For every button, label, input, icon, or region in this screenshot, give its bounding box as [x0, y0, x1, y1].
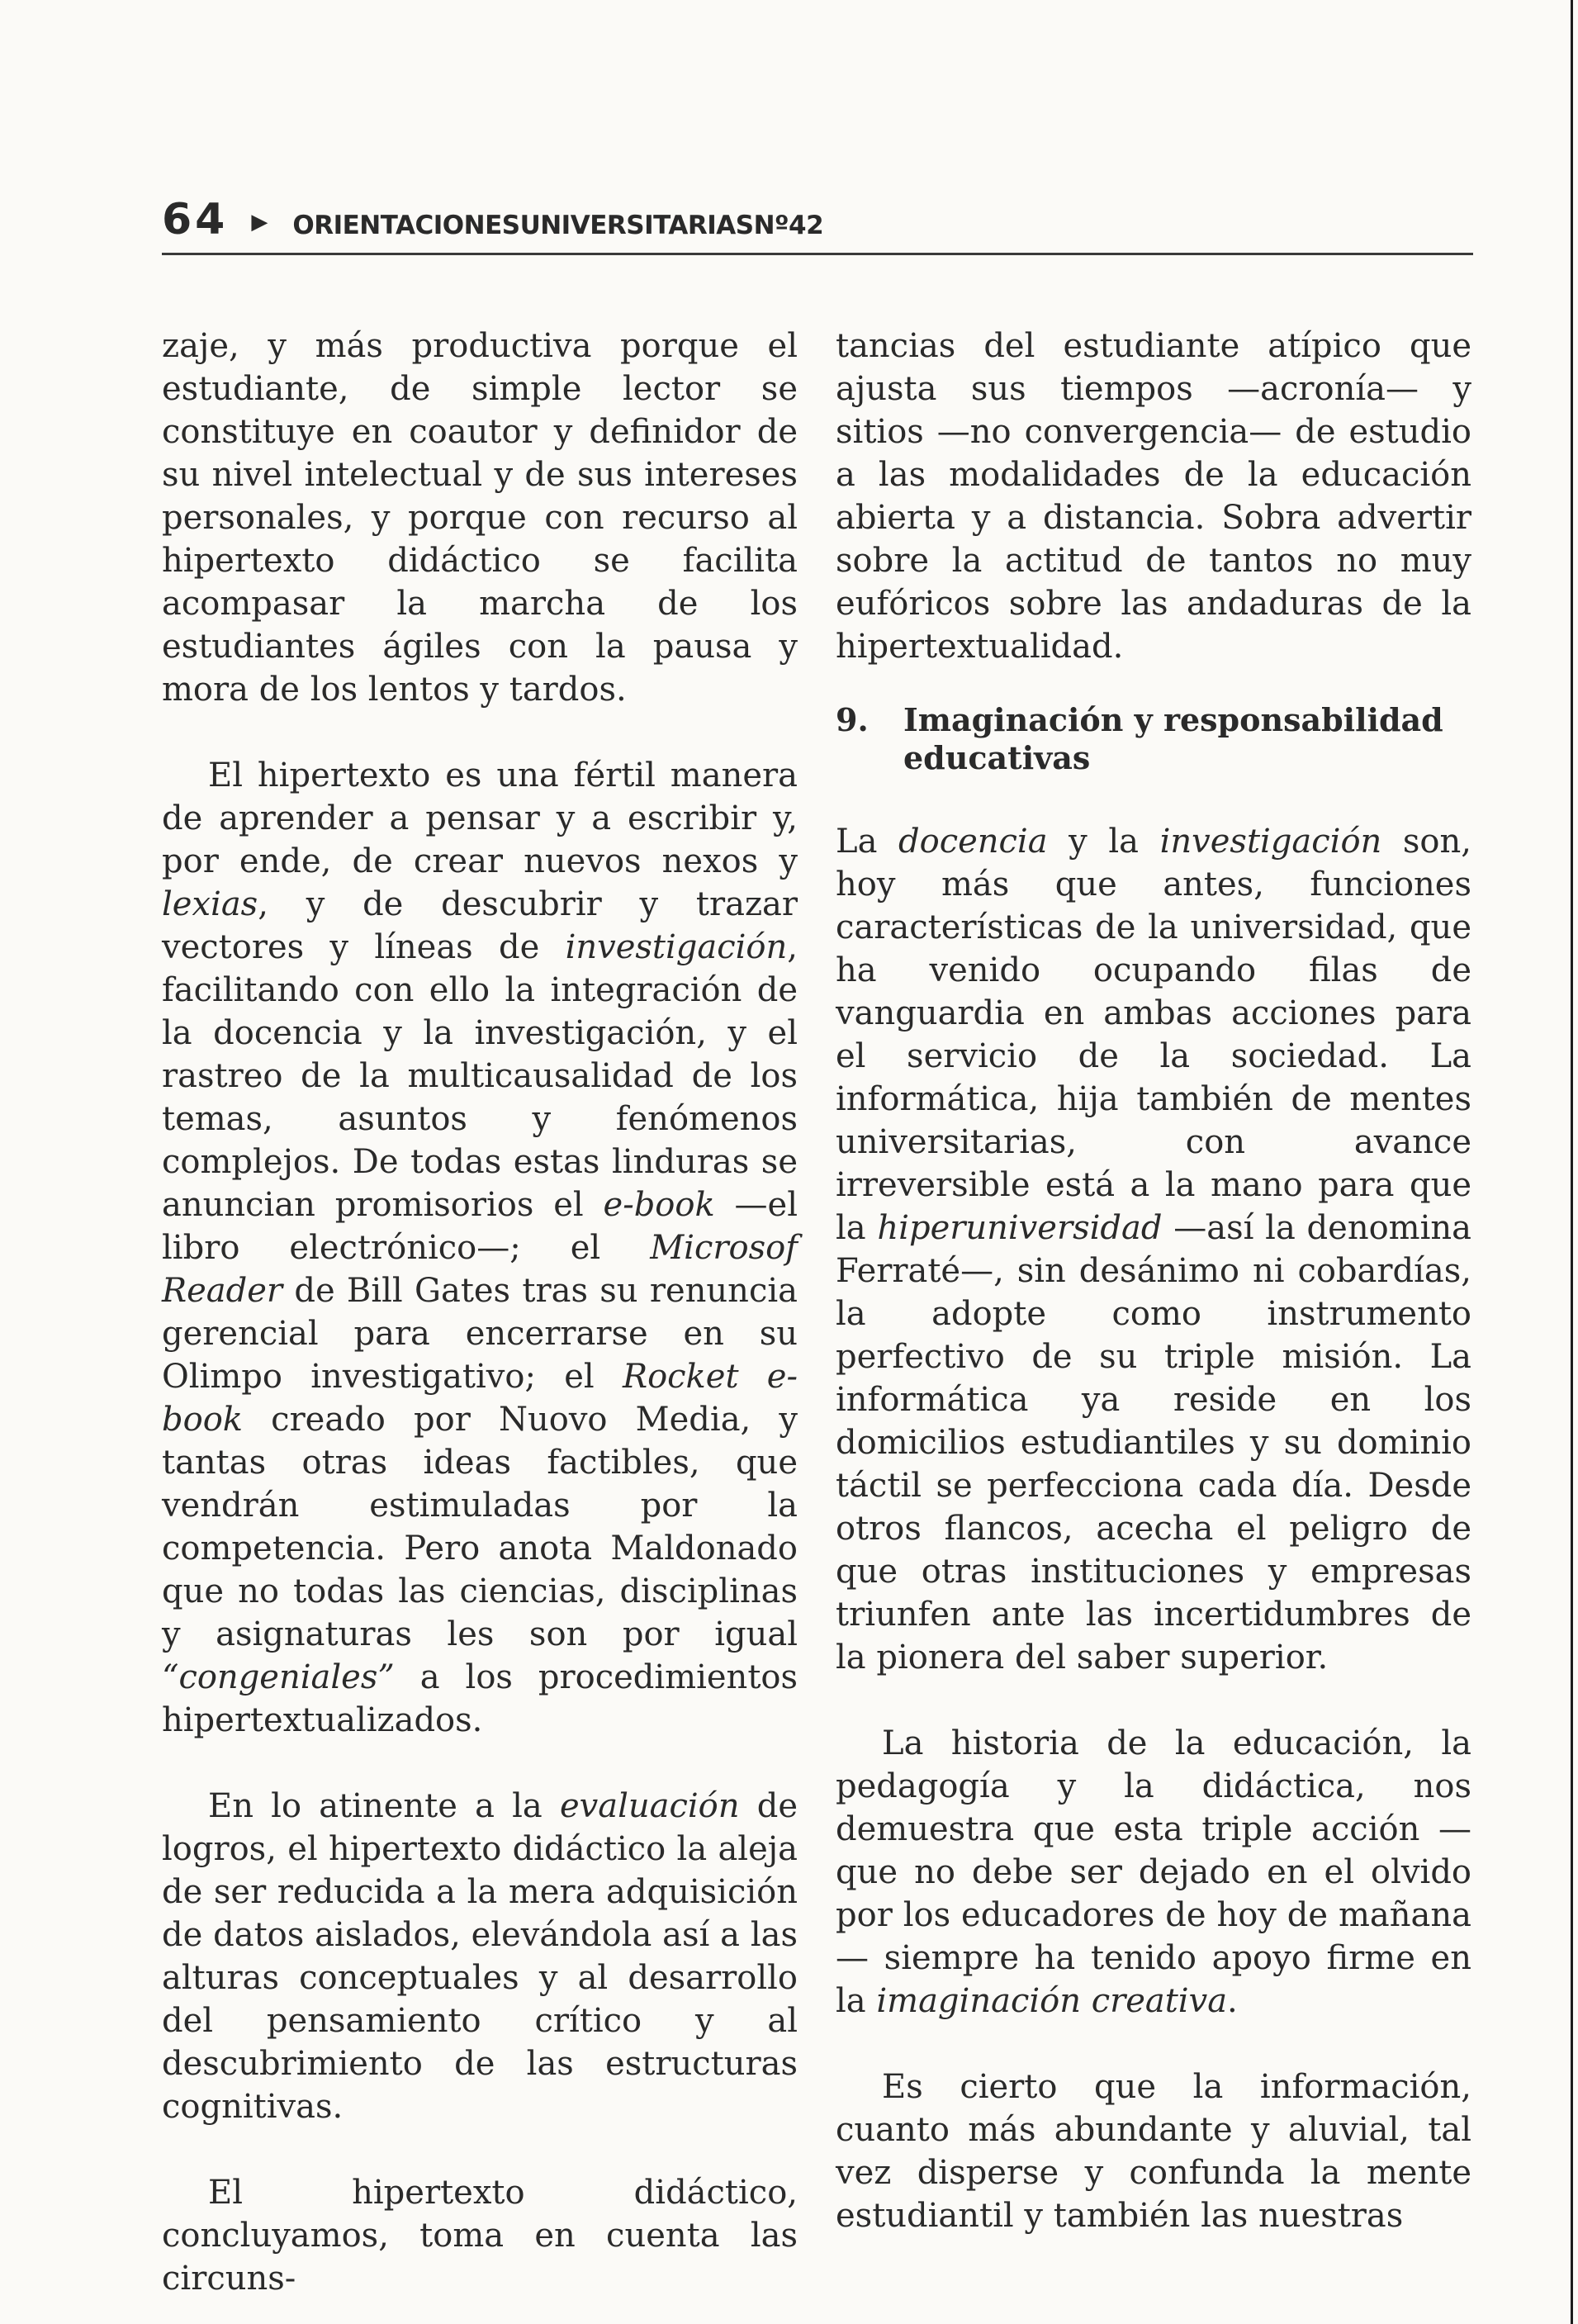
page-number: 64: [162, 195, 229, 244]
paragraph: En lo atinente a la evaluación de logros, el hipertexto didáctico la aleja de ser reducida a la mera adquisición de datos aislados, elevándola así a las alturas conceptuales y al desarrollo del pensamiento crítico y al descubrimiento de las estructuras cognitivas.: [162, 1787, 798, 2126]
paragraph: El hipertexto es una fértil manera de aprender a pensar y a escribir y, por ende, de crear nuevos nexos y lexias, y de descubrir y trazar vectores y líneas de investigación, facilitando con ello la integración de la docencia y la investigación, y el rastreo de la multicausalidad de los temas, asuntos y fenómenos complejos. De todas estas linduras se anuncian promisorios el e-book —el libro electrónico—; el Microsof Reader de Bill Gates tras su renuncia gerencial para encerrarse en su Olimpo investigativo; el Rocket e-book creado por Nuovo Media, y tantas otras ideas factibles, que vendrán estimuladas por la competencia. Pero anota Maldonado que no todas las ciencias, disciplinas y asignaturas les son por igual “congeniales” a los procedimientos hipertextualizados.: [162, 756, 798, 1739]
right-column: [836, 325, 1471, 2237]
play-arrow-icon: ▶: [251, 210, 268, 235]
paragraph: La docencia y la investigación son, hoy más que antes, funciones características de la universidad, que ha venido ocupando filas de vanguardia en ambas acciones para el servicio de la sociedad. La informática, hija también de mentes universitarias, con avance irreversible está a la mano para que la hiperuniversidad —así la denomina Ferraté—, sin desánimo ni cobardías, la adopte como instrumento perfectivo de su triple misión. La informática ya reside en los domicilios estudiantiles y su dominio táctil se perfecciona cada día. Desde otros flancos, acecha el peligro de que otras instituciones y empresas triunfen ante las incertidumbres de la pionera del saber superior.: [836, 823, 1471, 1677]
paragraph: zaje, y más productiva porque el estudiante, de simple lector se constituye en coautor y definidor de su nivel intelectual y de sus intereses personales, y porque con recurso al hipertexto didáctico se facilita acompasar la marcha de los estudiantes ágiles con la pausa y mora de los lentos y tardos.: [162, 327, 798, 709]
running-header: [162, 195, 1473, 244]
header-rule: [162, 253, 1473, 255]
section-heading: [836, 701, 1471, 777]
section-title: Imaginación y responsabilidad educativas: [903, 701, 1443, 776]
left-column: [162, 325, 798, 2300]
paragraph: tancias del estudiante atípico que ajusta sus tiempos —acronía— y sitios —no convergencia— de estudio a las modalidades de la educación abierta y a distancia. Sobra advertir sobre la actitud de tantos no muy eufóricos sobre las andaduras de la hipertextualidad.: [836, 327, 1471, 666]
paragraph: El hipertexto didáctico, concluyamos, toma en cuenta las circuns-: [162, 2174, 798, 2298]
paragraph: Es cierto que la información, cuanto más abundante y aluvial, tal vez disperse y confunda la mente estudiantil y también las nuestras: [836, 2068, 1471, 2235]
page-edge-line: [1571, 0, 1573, 2324]
paragraph: La historia de la educación, la pedagogía y la didáctica, nos demuestra que esta triple acción —que no debe ser dejado en el olvido por los educadores de hoy de mañana— siempre ha tenido apoyo firme en la imaginación creativa.: [836, 1724, 1471, 2020]
journal-title: ORIENTACIONESUNIVERSITARIASNº42: [292, 211, 824, 240]
section-number: 9.: [836, 701, 869, 738]
